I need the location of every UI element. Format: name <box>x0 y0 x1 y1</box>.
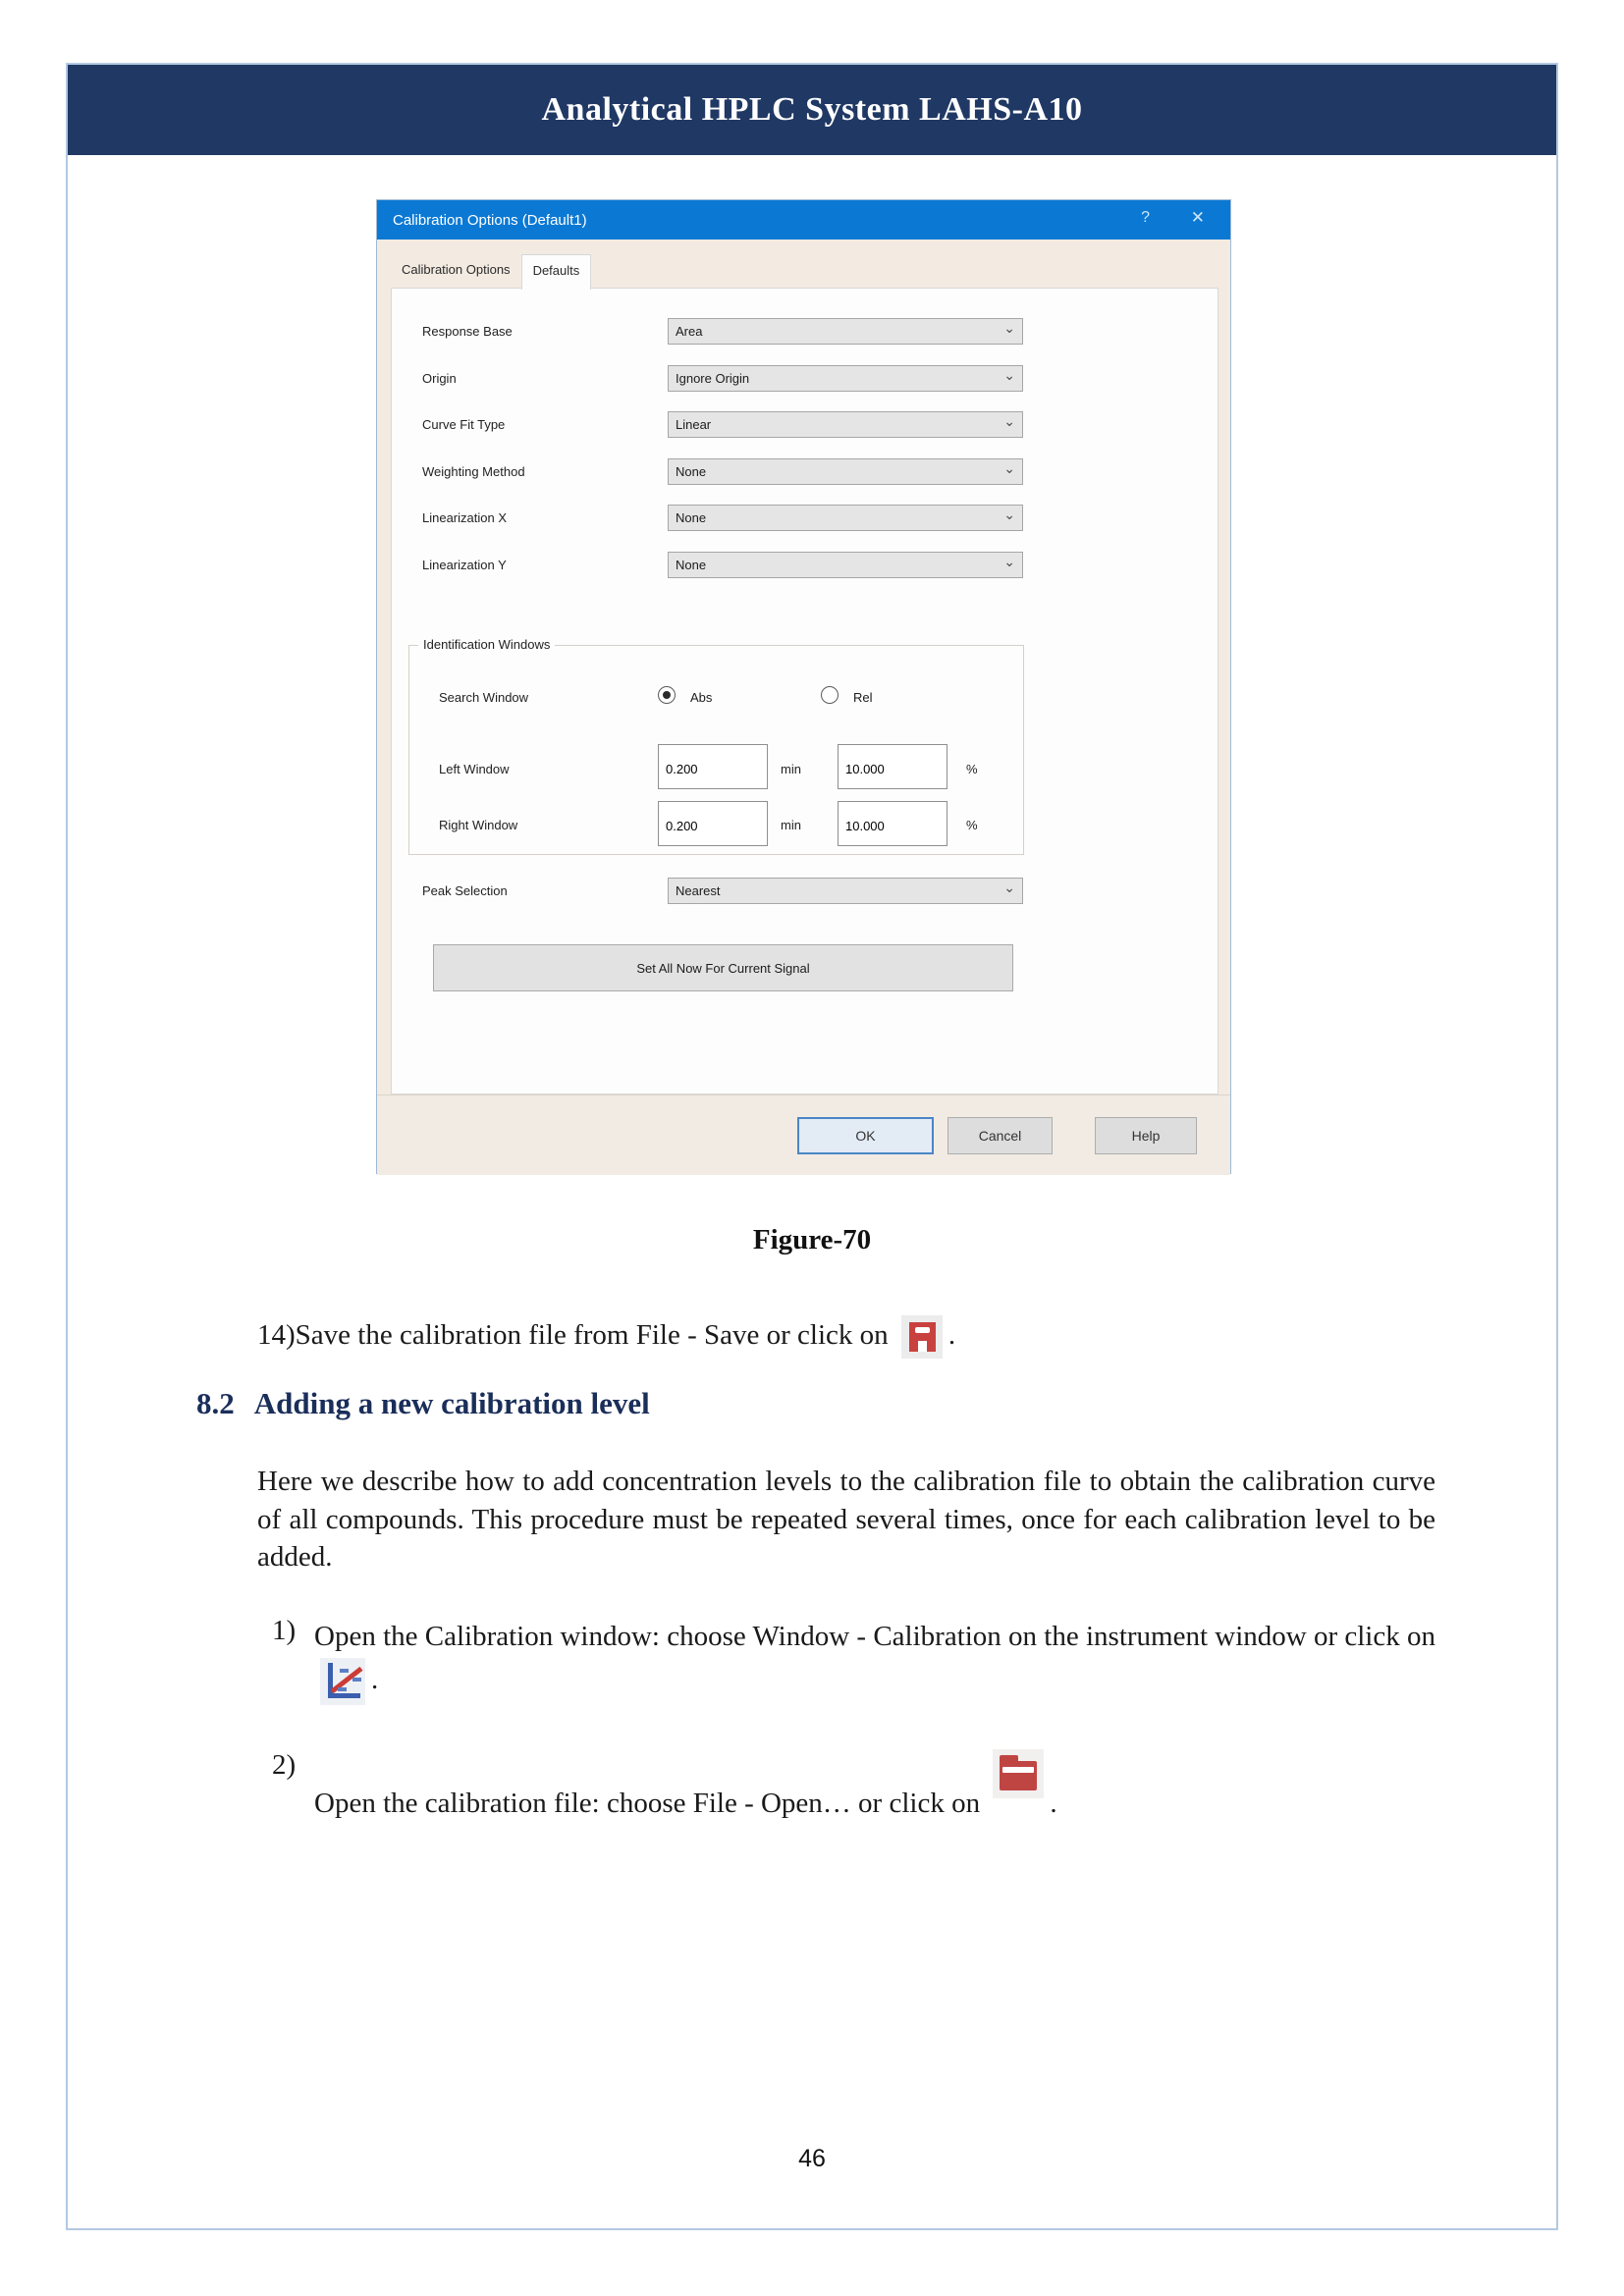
floppy-disk-icon <box>909 1322 936 1352</box>
left-window-label: Left Window <box>439 762 510 776</box>
peak-selection-select[interactable] <box>668 878 1023 904</box>
step-14 <box>257 1313 1445 1359</box>
list-item-2-body: Open the calibration file: choose File - Open… or click on <box>314 1788 981 1819</box>
chevron-down-icon: ⌄ <box>1003 880 1015 895</box>
chevron-down-icon: ⌄ <box>1003 507 1015 522</box>
chevron-down-icon: ⌄ <box>1003 367 1015 383</box>
step-14-number: 14) <box>257 1319 296 1351</box>
dialog-titlebar[interactable] <box>377 200 1230 240</box>
linearization-y-label: Linearization Y <box>422 558 507 572</box>
right-window-pct-unit: % <box>966 818 978 832</box>
left-window-min-unit: min <box>781 762 801 776</box>
radio-abs[interactable] <box>658 686 676 704</box>
linearization-y-select[interactable] <box>668 552 1023 578</box>
open-folder-icon <box>993 1749 1044 1798</box>
help-icon[interactable]: ? <box>1141 209 1150 226</box>
field-row-linearization-x <box>392 505 1218 531</box>
list-item-2-text <box>314 1749 1435 1825</box>
origin-label: Origin <box>422 371 457 386</box>
ok-button[interactable]: OK <box>797 1117 934 1154</box>
right-window-pct-input[interactable] <box>838 801 947 846</box>
list-item-1 <box>272 1615 1435 1705</box>
response-base-value: Area <box>676 324 703 339</box>
linearization-x-select[interactable] <box>668 505 1023 531</box>
tab-defaults[interactable]: Defaults <box>521 254 592 290</box>
chart-axis-icon <box>328 1693 360 1698</box>
step-14-suffix: . <box>947 1319 956 1351</box>
dialog-footer <box>377 1095 1230 1175</box>
field-row-response-base <box>392 318 1218 345</box>
list-item-1-text <box>314 1615 1435 1705</box>
chevron-down-icon: ⌄ <box>1003 413 1015 429</box>
chart-tick-icon <box>338 1687 347 1691</box>
search-window-label: Search Window <box>439 690 529 705</box>
linearization-x-label: Linearization X <box>422 510 507 525</box>
page-number: 46 <box>798 2145 826 2172</box>
field-row-linearization-y <box>392 552 1218 578</box>
document-title: Analytical HPLC System LAHS-A10 <box>541 91 1083 128</box>
curve-fit-type-select[interactable] <box>668 411 1023 438</box>
response-base-label: Response Base <box>422 324 513 339</box>
identification-windows-group <box>408 637 1024 855</box>
calibration-options-dialog <box>376 199 1231 1174</box>
section-title: Adding a new calibration level <box>253 1386 650 1420</box>
chevron-down-icon: ⌄ <box>1003 554 1015 569</box>
weighting-method-value: None <box>676 464 707 479</box>
help-button[interactable]: Help <box>1095 1117 1197 1154</box>
dialog-title: Calibration Options (Default1) <box>393 211 587 229</box>
radio-dot-icon <box>663 691 671 699</box>
left-window-pct-input[interactable] <box>838 744 947 789</box>
list-item-2-suffix: . <box>1050 1788 1057 1819</box>
origin-select[interactable] <box>668 365 1023 392</box>
close-icon[interactable]: ✕ <box>1190 208 1205 227</box>
dialog-tabs <box>391 254 591 289</box>
right-window-min-unit: min <box>781 818 801 832</box>
response-base-select[interactable] <box>668 318 1023 345</box>
field-row-peak-selection <box>392 878 1218 904</box>
set-all-button[interactable]: Set All Now For Current Signal <box>433 944 1013 991</box>
chevron-down-icon: ⌄ <box>1003 320 1015 336</box>
identification-windows-label: Identification Windows <box>418 637 555 652</box>
list-item-1-body: Open the Calibration window: choose Window - Calibration on the instrument window or click on <box>314 1621 1435 1652</box>
list-item-2-number: 2) <box>272 1749 297 1781</box>
save-icon <box>901 1315 943 1359</box>
document-header <box>68 65 1556 155</box>
chart-tick-icon <box>340 1669 349 1673</box>
step-14-text: Save the calibration file from File - Save or click on <box>295 1319 889 1351</box>
left-window-min-input[interactable] <box>658 744 768 789</box>
section-heading <box>196 1386 650 1421</box>
figure-caption: Figure-70 <box>752 1224 872 1255</box>
peak-selection-label: Peak Selection <box>422 883 508 898</box>
left-window-pct-unit: % <box>966 762 978 776</box>
section-number: 8.2 <box>196 1386 235 1420</box>
list-item-2 <box>272 1749 1435 1825</box>
list-item-1-number: 1) <box>272 1615 297 1646</box>
right-window-min-input[interactable] <box>658 801 768 846</box>
radio-rel-label: Rel <box>853 690 873 705</box>
defaults-tab-panel <box>391 288 1218 1095</box>
weighting-method-label: Weighting Method <box>422 464 525 479</box>
field-row-curve-fit-type <box>392 411 1218 438</box>
cancel-button[interactable]: Cancel <box>947 1117 1053 1154</box>
body-paragraph: Here we describe how to add concentration levels to the calibration file to obtain the calibration curve of all compounds. This procedure must be repeated several times, once for each calibration level to be added. <box>257 1466 1435 1573</box>
folder-icon <box>1000 1761 1037 1790</box>
weighting-method-select[interactable] <box>668 458 1023 485</box>
field-row-origin <box>392 365 1218 392</box>
origin-value: Ignore Origin <box>676 371 750 386</box>
field-row-weighting-method <box>392 458 1218 485</box>
curve-fit-type-label: Curve Fit Type <box>422 417 506 432</box>
radio-rel[interactable] <box>821 686 839 704</box>
tab-calibration-options[interactable]: Calibration Options <box>402 262 511 277</box>
calibration-curve-icon <box>320 1658 365 1705</box>
linearization-y-value: None <box>676 558 707 572</box>
right-window-label: Right Window <box>439 818 518 832</box>
curve-fit-type-value: Linear <box>676 417 712 432</box>
chart-tick-icon <box>352 1678 361 1682</box>
chevron-down-icon: ⌄ <box>1003 460 1015 476</box>
linearization-x-value: None <box>676 510 707 525</box>
list-item-1-suffix: . <box>371 1664 379 1695</box>
peak-selection-value: Nearest <box>676 883 721 898</box>
radio-abs-label: Abs <box>690 690 713 705</box>
